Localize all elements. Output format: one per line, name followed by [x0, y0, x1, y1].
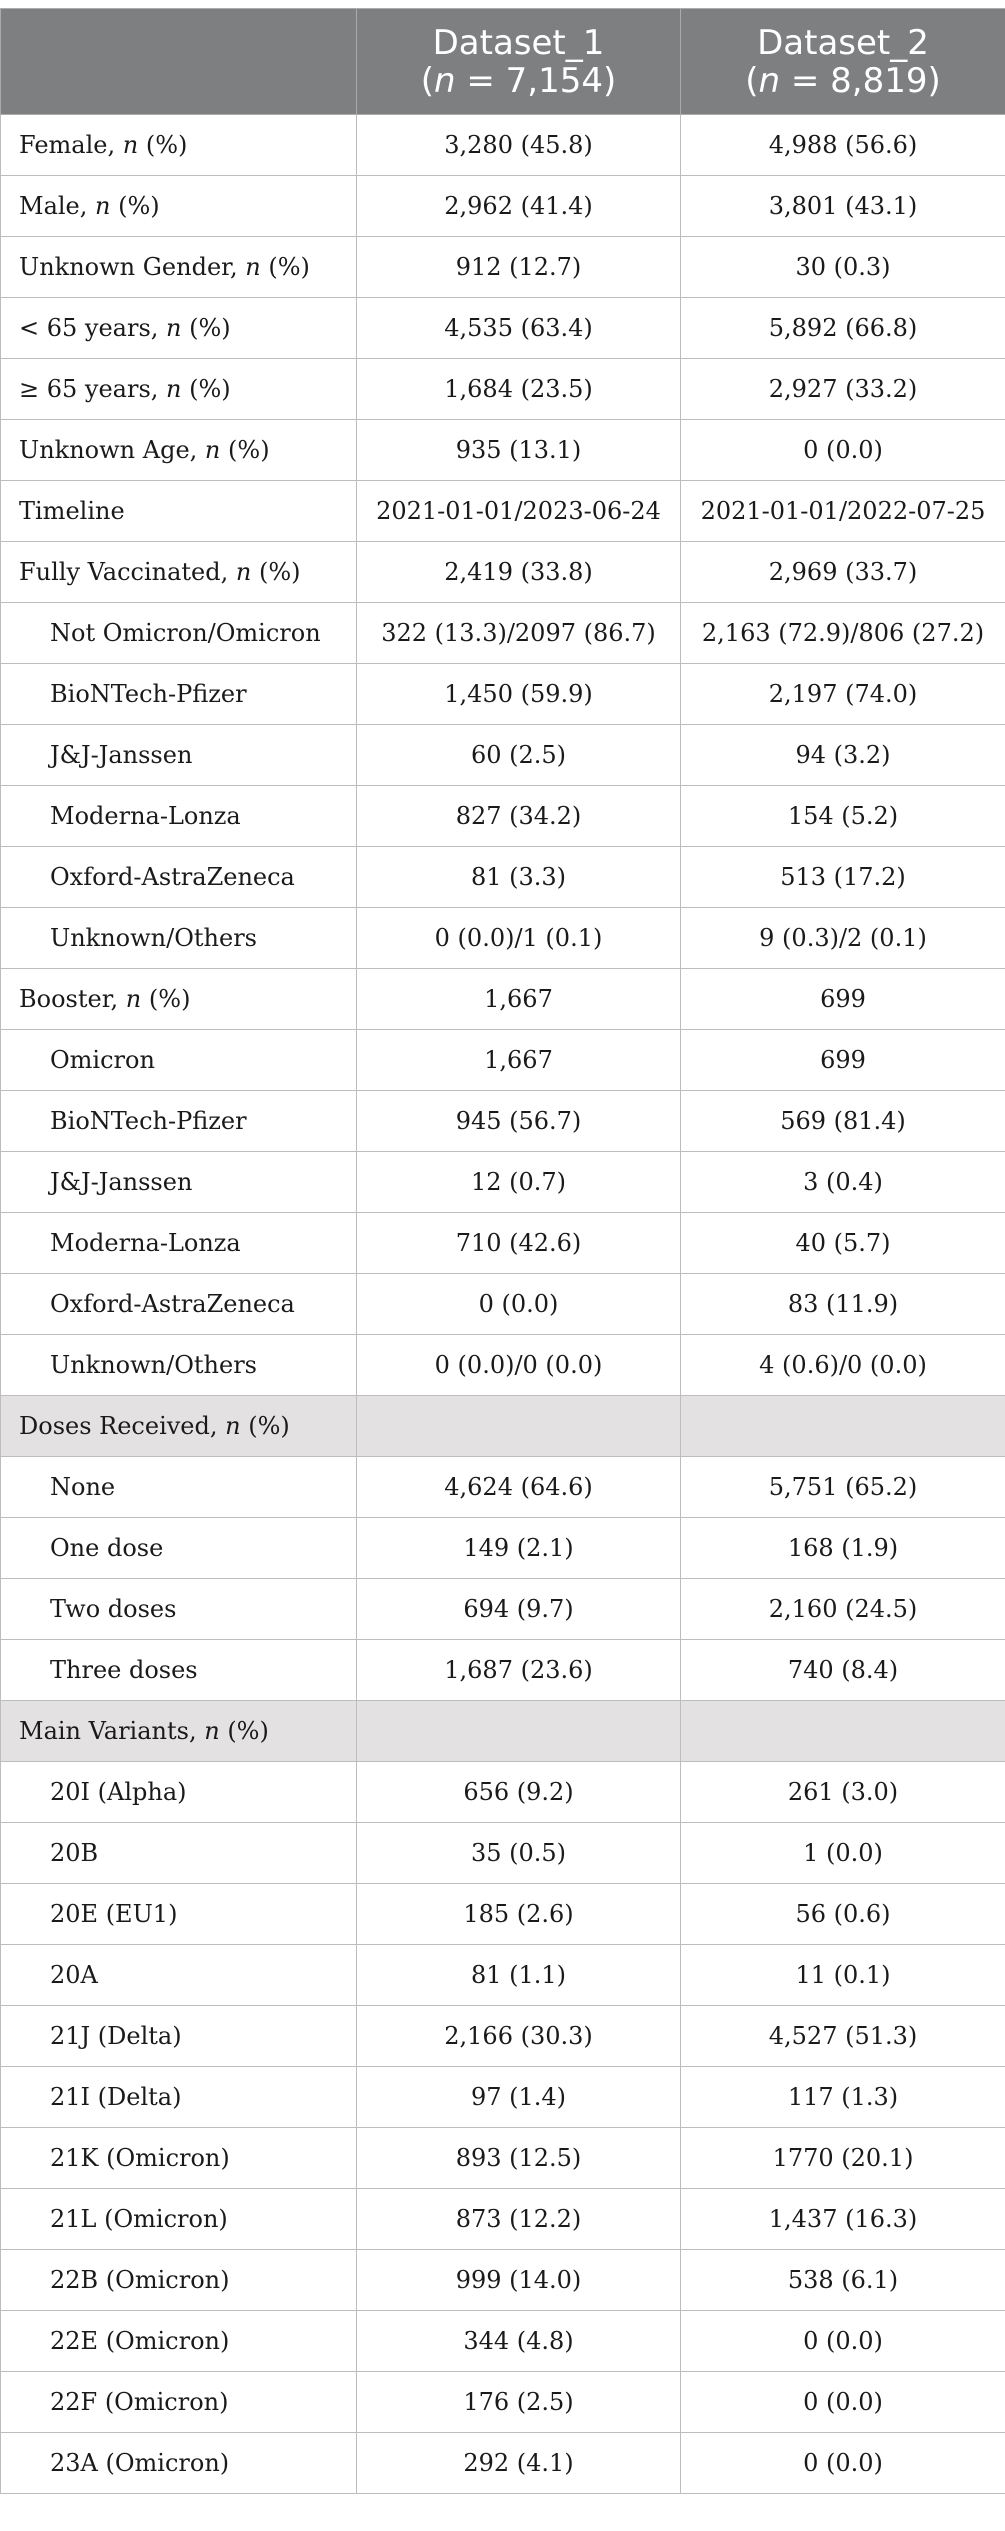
row-label: Moderna-Lonza: [1, 1213, 357, 1274]
row-label: 22B (Omicron): [1, 2250, 357, 2311]
table-row: [1, 1457, 1005, 1518]
dataset-1-value: 2,166 (30.3): [357, 2006, 681, 2067]
section-header-row: [1, 1396, 1005, 1457]
row-label: Fully Vaccinated, n (%): [1, 542, 357, 603]
dataset-1-value: 0 (0.0): [357, 1274, 681, 1335]
dataset-1-value: 4,535 (63.4): [357, 298, 681, 359]
dataset-1-value: 0 (0.0)/1 (0.1): [357, 908, 681, 969]
dataset-1-value: 893 (12.5): [357, 2128, 681, 2189]
table-row: [1, 1152, 1005, 1213]
row-label: 21I (Delta): [1, 2067, 357, 2128]
dataset-2-value: 9 (0.3)/2 (0.1): [681, 908, 1005, 969]
row-label: Moderna-Lonza: [1, 786, 357, 847]
table-container: [0, 8, 1005, 2494]
dataset-1-value: 873 (12.2): [357, 2189, 681, 2250]
dataset-1-value: 344 (4.8): [357, 2311, 681, 2372]
row-label: 21J (Delta): [1, 2006, 357, 2067]
dataset-2-value: 117 (1.3): [681, 2067, 1005, 2128]
dataset-2-value: 1 (0.0): [681, 1823, 1005, 1884]
table-row: [1, 603, 1005, 664]
dataset-1-value: 322 (13.3)/2097 (86.7): [357, 603, 681, 664]
dataset-1-value: 656 (9.2): [357, 1762, 681, 1823]
table-row: [1, 1945, 1005, 2006]
table-row: [1, 420, 1005, 481]
dataset-2-value: 513 (17.2): [681, 847, 1005, 908]
row-label: Two doses: [1, 1579, 357, 1640]
row-label: Omicron: [1, 1030, 357, 1091]
table-row: [1, 115, 1005, 176]
dataset-2-value: 2,927 (33.2): [681, 359, 1005, 420]
dataset-2-value: 5,751 (65.2): [681, 1457, 1005, 1518]
dataset-2-value: 168 (1.9): [681, 1518, 1005, 1579]
dataset-2-value: 2,969 (33.7): [681, 542, 1005, 603]
table-row: [1, 1335, 1005, 1396]
dataset-1-value: 1,450 (59.9): [357, 664, 681, 725]
row-label: Three doses: [1, 1640, 357, 1701]
dataset-2-value: 0 (0.0): [681, 420, 1005, 481]
dataset-1-value: 1,684 (23.5): [357, 359, 681, 420]
row-label: Booster, n (%): [1, 969, 357, 1030]
dataset-1-value: 1,687 (23.6): [357, 1640, 681, 1701]
dataset-1-value: 35 (0.5): [357, 1823, 681, 1884]
dataset-2-value: 1,437 (16.3): [681, 2189, 1005, 2250]
dataset-2-value: 2,163 (72.9)/806 (27.2): [681, 603, 1005, 664]
dataset-1-value: [357, 1396, 681, 1457]
table-row: [1, 359, 1005, 420]
dataset-1-value: 710 (42.6): [357, 1213, 681, 1274]
row-label: Unknown Gender, n (%): [1, 237, 357, 298]
row-label: 21K (Omicron): [1, 2128, 357, 2189]
row-label: 22F (Omicron): [1, 2372, 357, 2433]
section-header-row: [1, 1701, 1005, 1762]
dataset-2-size: (n = 8,819): [745, 60, 941, 101]
dataset-1-value: 97 (1.4): [357, 2067, 681, 2128]
table-row: [1, 1579, 1005, 1640]
dataset-1-value: 185 (2.6): [357, 1884, 681, 1945]
row-label: Not Omicron/Omicron: [1, 603, 357, 664]
row-label: 23A (Omicron): [1, 2433, 357, 2494]
dataset-1-value: 12 (0.7): [357, 1152, 681, 1213]
row-label: Female, n (%): [1, 115, 357, 176]
dataset-1-value: 999 (14.0): [357, 2250, 681, 2311]
dataset-1-value: 0 (0.0)/0 (0.0): [357, 1335, 681, 1396]
row-label: Unknown/Others: [1, 1335, 357, 1396]
table-row: [1, 237, 1005, 298]
dataset-2-value: 0 (0.0): [681, 2311, 1005, 2372]
table-row: [1, 2067, 1005, 2128]
dataset-1-value: 149 (2.1): [357, 1518, 681, 1579]
dataset-2-value: 538 (6.1): [681, 2250, 1005, 2311]
row-label: Unknown/Others: [1, 908, 357, 969]
dataset-2-value: 4 (0.6)/0 (0.0): [681, 1335, 1005, 1396]
dataset-1-value: 827 (34.2): [357, 786, 681, 847]
dataset-2-value: 1770 (20.1): [681, 2128, 1005, 2189]
dataset-2-value: 4,527 (51.3): [681, 2006, 1005, 2067]
row-label: 20A: [1, 1945, 357, 2006]
dataset-2-value: 699: [681, 969, 1005, 1030]
dataset-1-size: (n = 7,154): [420, 60, 617, 101]
dataset-2-value: 94 (3.2): [681, 725, 1005, 786]
dataset-1-value: 3,280 (45.8): [357, 115, 681, 176]
header-row: [1, 9, 1005, 115]
row-label: Doses Received, n (%): [1, 1396, 357, 1457]
dataset-2-name: Dataset_2: [757, 22, 929, 63]
dataset-2-value: 30 (0.3): [681, 237, 1005, 298]
row-label: Oxford-AstraZeneca: [1, 847, 357, 908]
row-label: None: [1, 1457, 357, 1518]
dataset-2-value: 261 (3.0): [681, 1762, 1005, 1823]
row-label: < 65 years, n (%): [1, 298, 357, 359]
dataset-2-value: 83 (11.9): [681, 1274, 1005, 1335]
dataset-2-value: 0 (0.0): [681, 2372, 1005, 2433]
dataset-1-value: 912 (12.7): [357, 237, 681, 298]
dataset-2-value: 2,197 (74.0): [681, 664, 1005, 725]
table-row: [1, 847, 1005, 908]
table-row: [1, 542, 1005, 603]
dataset-1-value: 694 (9.7): [357, 1579, 681, 1640]
table-row: [1, 786, 1005, 847]
dataset-1-value: [357, 1701, 681, 1762]
table-row: [1, 908, 1005, 969]
table-row: [1, 481, 1005, 542]
row-label: BioNTech-Pfizer: [1, 664, 357, 725]
dataset-2-value: [681, 1396, 1005, 1457]
dataset-2-value: 3 (0.4): [681, 1152, 1005, 1213]
header-dataset-1: [357, 9, 681, 115]
dataset-2-value: 154 (5.2): [681, 786, 1005, 847]
table-row: [1, 2250, 1005, 2311]
table-row: [1, 1762, 1005, 1823]
dataset-2-value: 569 (81.4): [681, 1091, 1005, 1152]
table-row: [1, 1274, 1005, 1335]
table-row: [1, 2189, 1005, 2250]
dataset-2-value: 740 (8.4): [681, 1640, 1005, 1701]
row-label: Main Variants, n (%): [1, 1701, 357, 1762]
dataset-1-value: 176 (2.5): [357, 2372, 681, 2433]
row-label: J&J-Janssen: [1, 725, 357, 786]
table-row: [1, 1640, 1005, 1701]
dataset-1-value: 945 (56.7): [357, 1091, 681, 1152]
dataset-2-value: 56 (0.6): [681, 1884, 1005, 1945]
dataset-2-value: 2021-01-01/2022-07-25: [681, 481, 1005, 542]
table-row: [1, 969, 1005, 1030]
table-row: [1, 1213, 1005, 1274]
row-label: Unknown Age, n (%): [1, 420, 357, 481]
cohort-table: [0, 8, 1005, 2494]
dataset-1-value: 935 (13.1): [357, 420, 681, 481]
dataset-1-value: 81 (3.3): [357, 847, 681, 908]
row-label: ≥ 65 years, n (%): [1, 359, 357, 420]
row-label: J&J-Janssen: [1, 1152, 357, 1213]
table-row: [1, 1823, 1005, 1884]
dataset-2-value: 40 (5.7): [681, 1213, 1005, 1274]
dataset-2-value: 5,892 (66.8): [681, 298, 1005, 359]
row-label: 20B: [1, 1823, 357, 1884]
table-row: [1, 2433, 1005, 2494]
header-dataset-2: [681, 9, 1005, 115]
table-row: [1, 664, 1005, 725]
dataset-2-value: [681, 1701, 1005, 1762]
dataset-2-value: 3,801 (43.1): [681, 176, 1005, 237]
row-label: 20I (Alpha): [1, 1762, 357, 1823]
header-corner: [1, 9, 357, 115]
dataset-1-value: 2,962 (41.4): [357, 176, 681, 237]
row-label: BioNTech-Pfizer: [1, 1091, 357, 1152]
dataset-1-value: 81 (1.1): [357, 1945, 681, 2006]
table-row: [1, 1884, 1005, 1945]
row-label: 21L (Omicron): [1, 2189, 357, 2250]
row-label: Timeline: [1, 481, 357, 542]
table-row: [1, 298, 1005, 359]
dataset-2-value: 699: [681, 1030, 1005, 1091]
dataset-1-value: 2021-01-01/2023-06-24: [357, 481, 681, 542]
dataset-1-value: 60 (2.5): [357, 725, 681, 786]
dataset-2-value: 4,988 (56.6): [681, 115, 1005, 176]
dataset-2-value: 2,160 (24.5): [681, 1579, 1005, 1640]
dataset-2-value: 11 (0.1): [681, 1945, 1005, 2006]
row-label: Male, n (%): [1, 176, 357, 237]
row-label: 22E (Omicron): [1, 2311, 357, 2372]
dataset-1-value: 4,624 (64.6): [357, 1457, 681, 1518]
dataset-1-value: 292 (4.1): [357, 2433, 681, 2494]
table-row: [1, 1518, 1005, 1579]
dataset-1-value: 1,667: [357, 969, 681, 1030]
row-label: 20E (EU1): [1, 1884, 357, 1945]
table-row: [1, 1030, 1005, 1091]
table-row: [1, 2311, 1005, 2372]
table-row: [1, 725, 1005, 786]
dataset-1-value: 2,419 (33.8): [357, 542, 681, 603]
table-row: [1, 2128, 1005, 2189]
table-row: [1, 176, 1005, 237]
dataset-1-value: 1,667: [357, 1030, 681, 1091]
dataset-2-value: 0 (0.0): [681, 2433, 1005, 2494]
table-row: [1, 2372, 1005, 2433]
table-row: [1, 2006, 1005, 2067]
dataset-1-name: Dataset_1: [432, 22, 605, 63]
table-row: [1, 1091, 1005, 1152]
row-label: One dose: [1, 1518, 357, 1579]
row-label: Oxford-AstraZeneca: [1, 1274, 357, 1335]
